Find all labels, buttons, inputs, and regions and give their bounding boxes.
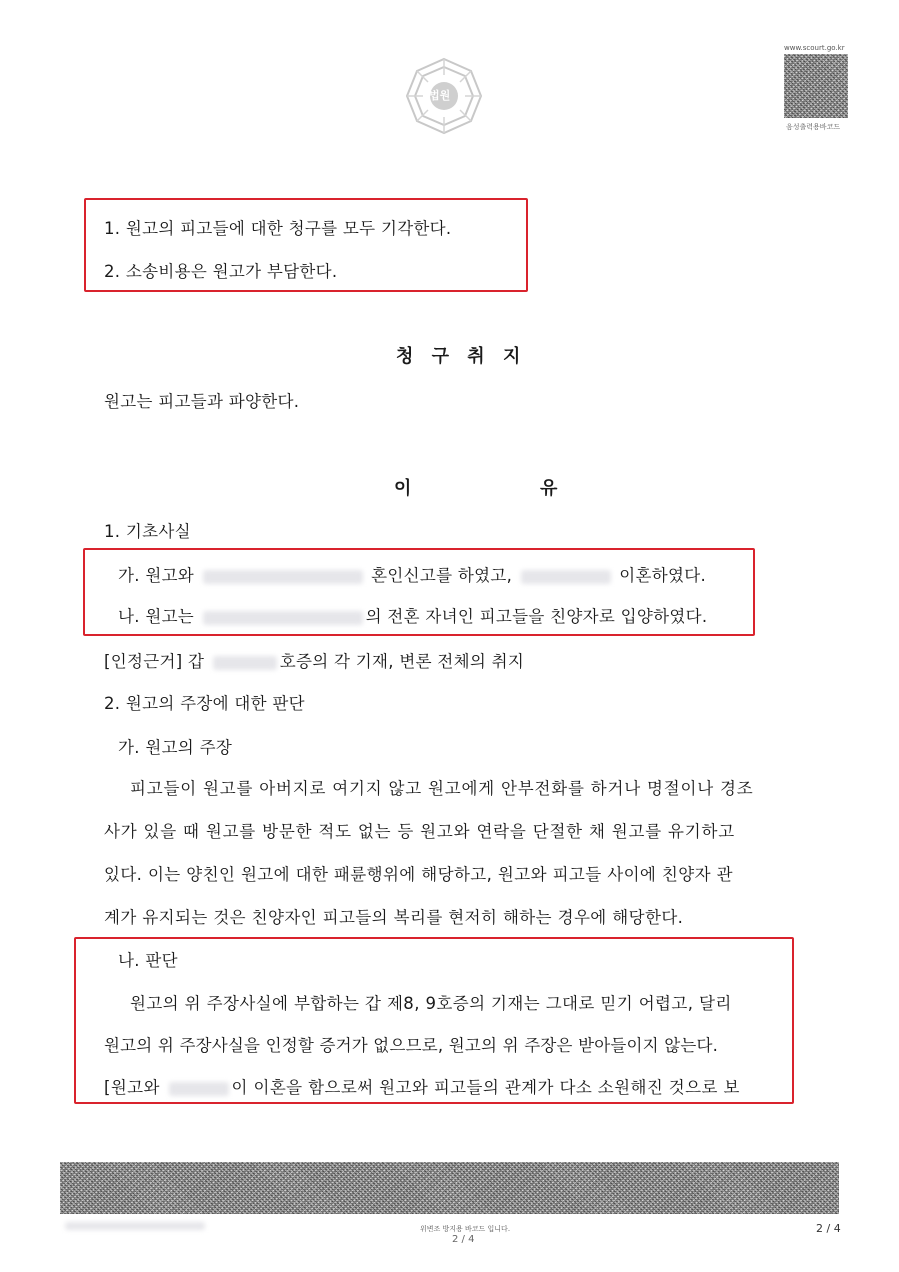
claim-paragraph-line: 있다. 이는 양친인 원고에 대한 패륜행위에 해당하고, 원고와 피고들 사이에 친양자 관 — [104, 865, 733, 884]
claim-text: 원고는 피고들과 파양한다. — [104, 392, 300, 411]
facts-ga-b: 혼인신고를 하였고, — [371, 566, 513, 585]
facts-ga — [118, 562, 706, 586]
decision-line-3-b: 이 이혼을 함으로써 원고와 피고들의 관계가 다소 소원해진 것으로 보 — [231, 1078, 740, 1097]
reasons-heading: 이 유 — [394, 478, 564, 499]
decision-line-1: 원고의 위 주장사실에 부합하는 갑 제8, 9호증의 기재는 그대로 믿기 어렵고, 달리 — [130, 994, 732, 1013]
judgment-item-2: 2. 소송비용은 원고가 부담한다. — [104, 262, 338, 281]
redacted-text — [169, 1082, 229, 1096]
redacted-text — [213, 656, 277, 670]
facts-na — [118, 603, 707, 627]
claim-heading: 청 구 취 지 — [396, 346, 527, 367]
redacted-text — [521, 570, 611, 584]
seal-text: 법원 — [429, 89, 451, 102]
section-1-title: 1. 기초사실 — [104, 522, 191, 541]
basis-a: [인정근거] 갑 — [104, 652, 205, 671]
anti-forgery-barcode — [60, 1162, 839, 1214]
redacted-document-id — [65, 1222, 205, 1230]
facts-ga-a: 가. 원고와 — [118, 566, 195, 585]
basis-b: 호증의 각 기재, 변론 전체의 취지 — [279, 652, 525, 671]
decision-line-3 — [104, 1074, 740, 1098]
redacted-text — [203, 570, 363, 584]
judgment-item-1: 1. 원고의 피고들에 대한 청구를 모두 기각한다. — [104, 219, 452, 238]
barcode-caption: 음성출력용바코드 — [786, 123, 841, 131]
claim-paragraph-line: 사가 있을 때 원고를 방문한 적도 없는 등 원고와 연락을 단절한 채 원고를 유기하고 — [104, 822, 735, 841]
facts-na-a: 나. 원고는 — [118, 607, 195, 626]
footer-notice: 위변조 방지용 바코드 입니다. — [420, 1225, 511, 1233]
facts-na-b: 의 전혼 자녀인 피고들을 친양자로 입양하였다. — [365, 607, 708, 626]
evidence-basis — [104, 648, 524, 672]
page-number-right: 2 / 4 — [816, 1222, 841, 1235]
facts-ga-c: 이혼하였다. — [619, 566, 706, 585]
site-url: www.scourt.go.kr — [784, 44, 845, 52]
decision-line-3-a: [원고와 — [104, 1078, 160, 1097]
decision-line-2: 원고의 위 주장사실을 인정할 증거가 없으므로, 원고의 위 주장은 받아들이지 않는다. — [104, 1036, 719, 1055]
page-number-center: 2 / 4 — [452, 1234, 475, 1245]
court-seal — [403, 55, 485, 137]
qr-code — [784, 54, 848, 118]
section-2-na-title: 나. 판단 — [118, 951, 178, 970]
redacted-text — [203, 611, 363, 625]
claim-paragraph-line: 피고들이 원고를 아버지로 여기지 않고 원고에게 안부전화를 하거나 명절이나 경조 — [130, 779, 754, 798]
claim-paragraph-line: 계가 유지되는 것은 친양자인 피고들의 복리를 현저히 해하는 경우에 해당한다. — [104, 908, 684, 927]
section-2-title: 2. 원고의 주장에 대한 판단 — [104, 694, 305, 713]
section-2-ga-title: 가. 원고의 주장 — [118, 738, 233, 757]
